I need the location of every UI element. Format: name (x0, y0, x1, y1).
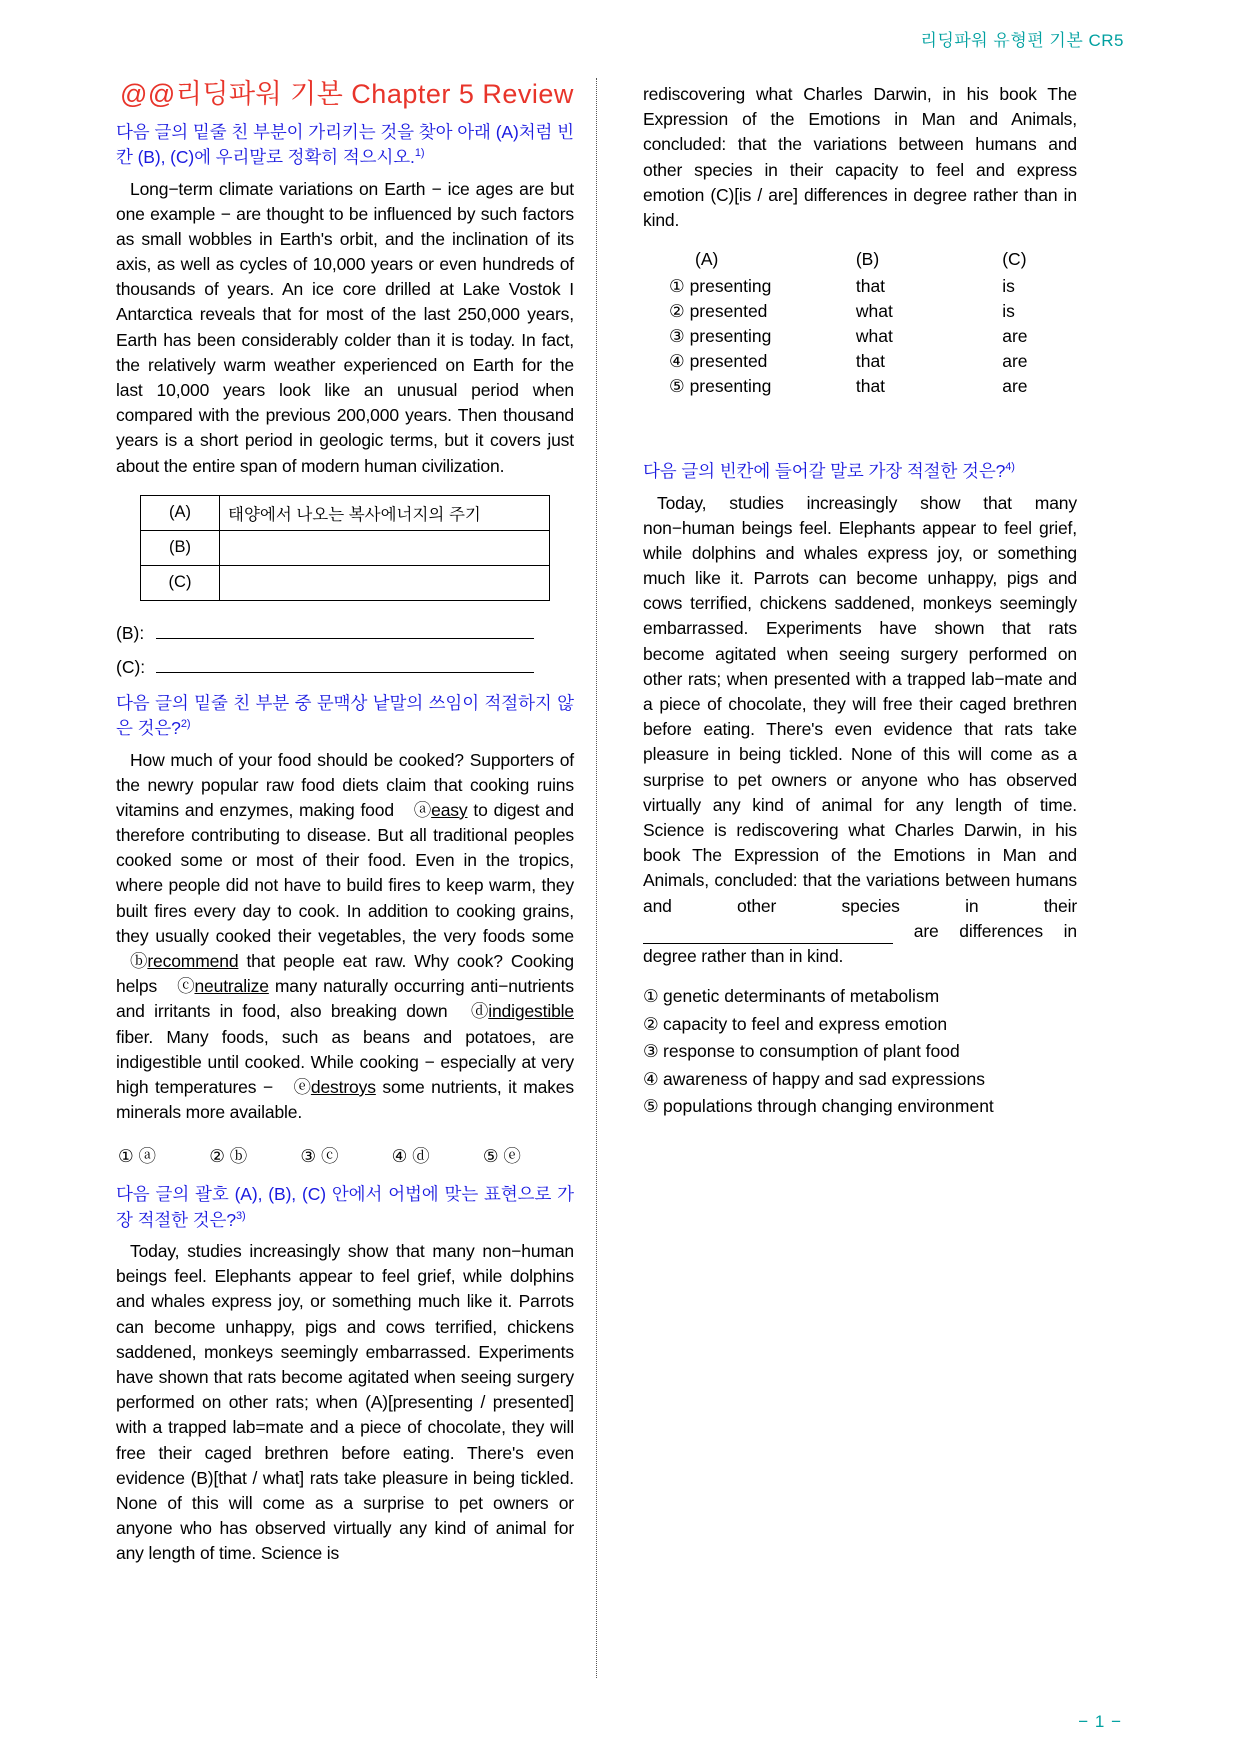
question-3-footnote: 3) (236, 1209, 246, 1222)
question-1-directive (116, 120, 574, 171)
option-4-c: are (1002, 351, 1028, 372)
q4-text-pre: Today, studies increasingly show that many non−human beings feel. Elephants appear to feel grief, while dolphins and whales express joy, or something much like it. Parrots can become unhappy, pigs and cows terrified, chickens saddened, monkeys seemingly embarrassed. Experiments have shown that rats become agitated when seeing surgery performed on other rats; when presented with a trapped lab−mate and a piece of chocolate, they will free their caged brethren before eating. There's even evidence that rats take pleasure in being tickled. None of this will come as a surprise to pet owners or anyone who has observed virtually any kind of animal for any length of time. Science is rediscovering what Charles Darwin, in his book The Expression of the Emotions in Man and Animals, concluded: that the variations between humans and other species in their (643, 492, 1077, 916)
table-header-row (669, 247, 1077, 274)
marker-e: ⓔ (293, 1076, 311, 1097)
choice-5-text: populations through changing environment (663, 1096, 994, 1117)
question-4-passage (643, 491, 1077, 970)
option-5-b: that (855, 376, 886, 397)
option-5-a[interactable] (669, 374, 856, 399)
option-header-b: (B) (855, 249, 880, 270)
question-4-choice-2[interactable] (643, 1011, 1077, 1038)
table-row[interactable] (669, 274, 1077, 299)
option-3-c: are (1002, 326, 1028, 347)
two-column-body (116, 78, 1124, 1678)
option-1-num: ① (669, 276, 685, 297)
option-2-a[interactable] (669, 299, 856, 324)
q2-text-1: How much of your food should be cooked? Supporters of the newry popular raw food diets claim that cooking ruins vitamins and enzymes, making food (116, 749, 574, 820)
option-5-c: are (1002, 376, 1028, 397)
option-3-a-text: presenting (689, 326, 772, 347)
answer-value-c[interactable] (220, 565, 550, 600)
choice-4-text: awareness of happy and sad expressions (663, 1068, 986, 1089)
option-3-num: ③ (669, 326, 685, 347)
question-2-choices (116, 1143, 574, 1168)
q2-text-4: many naturally occurring anti−nutrients and irritants in food, also breaking down (116, 976, 574, 1022)
question-2-choice-4[interactable]: ④ ⓓ (391, 1146, 430, 1167)
question-4-choice-3[interactable] (643, 1038, 1077, 1065)
question-3-directive (116, 1182, 574, 1233)
option-1-a-text: presenting (689, 276, 772, 297)
option-4-b: that (855, 351, 886, 372)
question-2-choice-2[interactable]: ② ⓑ (209, 1146, 248, 1167)
table-row[interactable] (669, 374, 1077, 399)
page-header: 리딩파워 유형편 기본 CR5 (920, 31, 1124, 50)
write-in-row-b (116, 623, 574, 644)
answer-label-b: (B) (141, 530, 220, 565)
underlined-word-d: indigestible (488, 1001, 574, 1022)
blank-field[interactable] (643, 926, 893, 944)
question-4-choice-4[interactable] (643, 1066, 1077, 1093)
choice-3-num: ③ (643, 1041, 659, 1062)
option-4-a-text: presented (689, 351, 768, 372)
question-1-directive-text: 다음 글의 밑줄 친 부분이 가리키는 것을 찾아 아래 (A)처럼 빈칸 (B), (C)에 우리말로 정확히 적으시오. (116, 121, 574, 168)
page-title: @@리딩파워 기본 Chapter 5 Review (120, 79, 574, 109)
q2-text-6: some nutrients, it makes minerals more available. (116, 1076, 574, 1123)
choice-1-num: ① (643, 986, 659, 1007)
underlined-word-b: recommend (147, 951, 239, 971)
answer-value-b[interactable] (220, 530, 550, 565)
marker-d: ⓓ (470, 1001, 489, 1022)
q2-text-2: to digest and therefore contributing to disease. But all traditional peoples cooked some or most of their food. Even in the tropics, where people did not have to build fires to keep warm, they built fires every day to cook. In addition to cooking grains, they usually cooked their vegetables, the very foods some (116, 799, 574, 946)
answer-label-a: (A) (141, 495, 220, 530)
question-3-passage-continued: rediscovering what Charles Darwin, in his book The Expression of the Emotions in Man and Animals, concluded: that the variations between humans and other species in their capacity to feel and express emotion (C)[is / are] differences in degree rather than in kind. (643, 84, 1077, 230)
section-spacer (643, 409, 1077, 451)
option-header-c: (C) (1002, 249, 1027, 270)
left-column (116, 78, 596, 1678)
question-2-footnote: 2) (180, 718, 191, 731)
question-4-directive (643, 459, 1077, 484)
question-2-passage (116, 748, 574, 1126)
choice-2-num: ② (643, 1013, 659, 1034)
question-2-directive-text: 다음 글의 밑줄 친 부분 중 문맥상 낱말의 쓰임이 적절하지 않은 것은? (116, 692, 574, 739)
question-2-choice-3[interactable]: ③ ⓒ (300, 1146, 339, 1167)
option-3-a[interactable] (669, 324, 856, 349)
marker-b: ⓑ (130, 951, 148, 971)
choice-4-num: ④ (643, 1068, 659, 1089)
underlined-word-c: neutralize (194, 976, 269, 997)
q4-text-post: are differences in degree rather than in kind. (643, 920, 1077, 966)
question-3-passage: Today, studies increasingly show that many non−human beings feel. Elephants appear to feel grief, while dolphins and whales express joy, or something much like it. Parrots can become unhappy, pigs and cows terrified, chickens saddened, monkeys seemingly embarrassed. Experiments have shown that rats become agitated when seeing surgery performed on other rats; when (A)[presenting / presented] with a trapped lab=mate and a piece of chocolate, they will free their caged brethren before eating. There's even evidence (B)[that / what] rats take pleasure in being tickled. None of this will come as a surprise to pet owners or anyone who has observed virtually any kind of animal for any length of time. Science is (116, 1241, 574, 1564)
table-row[interactable] (669, 299, 1077, 324)
option-2-a-text: presented (689, 301, 768, 322)
choice-2-text: capacity to feel and express emotion (663, 1013, 948, 1034)
question-2-choice-1[interactable]: ① ⓐ (118, 1146, 157, 1167)
question-4-choices (643, 983, 1077, 1120)
choice-1-text: genetic determinants of metabolism (663, 986, 940, 1007)
q2-text-5: fiber. Many foods, such as beans and potatoes, are indigestible until cooked. While cooking − especially at very high temperatures − (116, 1026, 574, 1097)
right-column (597, 78, 1077, 1678)
option-5-num: ⑤ (669, 376, 685, 397)
table-row[interactable] (669, 349, 1077, 374)
question-1-write-in-lines (116, 623, 574, 678)
option-4-num: ④ (669, 351, 685, 372)
question-1-passage: Long−term climate variations on Earth − ice ages are but one example − are thought to be influenced by such factors as small wobbles in Earth's orbit, and the inclination of its axis, as well as cycles of 10,000 years or even hundreds of thousands of years. An ice core drilled at Lake Vostok I Antarctica reveals that for most of the last 250,000 years, Earth has been considerably colder than it is today. In fact, the relatively warm weather experienced on Earth for the last 10,000 years look like an unusual period when compared with the previous 200,000 years. Then thousand years is a short period in geologic terms, but it covers just about the entire span of modern human civilization. (116, 178, 574, 476)
answer-value-a: 태양에서 나오는 복사에너지의 주기 (220, 495, 550, 530)
table-row[interactable] (669, 324, 1077, 349)
question-1-answer-table (140, 495, 550, 601)
write-in-rule-c[interactable] (156, 658, 534, 673)
option-2-b: what (855, 301, 893, 322)
option-4-a[interactable] (669, 349, 856, 374)
option-5-a-text: presenting (689, 376, 772, 397)
marker-c: ⓒ (177, 976, 195, 997)
table-row (141, 495, 550, 530)
write-in-rule-b[interactable] (156, 624, 534, 639)
question-3-option-table (669, 247, 1077, 399)
table-row (141, 565, 550, 600)
question-4-choice-1[interactable] (643, 983, 1077, 1010)
write-in-label-c: (C): (116, 656, 146, 677)
page-number: − 1 − (1078, 1712, 1122, 1731)
question-1-footnote: 1) (414, 147, 425, 160)
write-in-label-b: (B): (116, 622, 145, 643)
question-3-directive-text: 다음 글의 괄호 (A), (B), (C) 안에서 어법에 맞는 표현으로 가장 적절한 것은? (116, 1184, 574, 1230)
choice-3-text: response to consumption of plant food (663, 1041, 960, 1062)
q2-text-3: that people eat raw. Why cook? Cooking helps (116, 951, 574, 997)
option-1-a[interactable] (669, 274, 856, 299)
marker-a: ⓐ (413, 799, 432, 820)
option-2-c: is (1002, 301, 1015, 322)
question-2-directive (116, 691, 574, 742)
choice-5-num: ⑤ (643, 1096, 659, 1117)
option-1-b: that (855, 276, 886, 297)
question-4-choice-5[interactable] (643, 1093, 1077, 1120)
write-in-row-c (116, 657, 574, 678)
underlined-word-e: destroys (310, 1076, 376, 1097)
question-4-footnote: 4) (1005, 461, 1015, 474)
answer-label-c: (C) (141, 565, 220, 600)
option-1-c: is (1002, 276, 1015, 297)
option-2-num: ② (669, 301, 685, 322)
option-3-b: what (855, 326, 893, 347)
underlined-word-a: easy (431, 799, 468, 820)
question-4-directive-text: 다음 글의 빈칸에 들어갈 말로 가장 적절한 것은? (643, 461, 1006, 482)
option-header-a: (A) (695, 249, 719, 270)
question-2-choice-5[interactable]: ⑤ ⓔ (482, 1146, 521, 1167)
table-row (141, 530, 550, 565)
